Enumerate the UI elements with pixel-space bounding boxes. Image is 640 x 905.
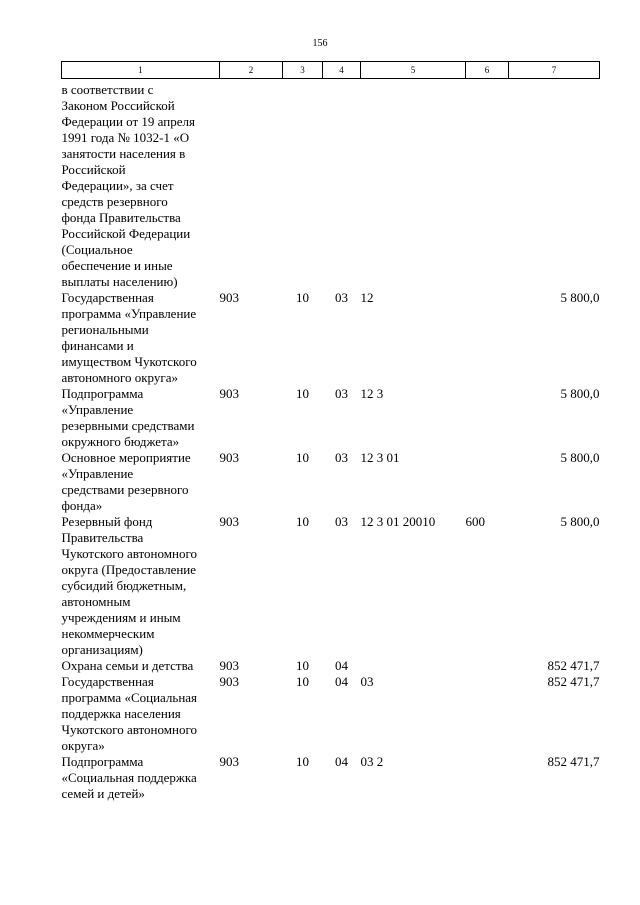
column-header-4: 4 <box>323 62 361 79</box>
table-row <box>62 450 600 514</box>
row-amount: 5 800,0 <box>560 290 600 305</box>
row-name: Подпрограмма «Управление резервными средствами окружного бюджета» <box>61 386 195 449</box>
row-amount: 852 471,7 <box>547 674 600 689</box>
row-amount: 5 800,0 <box>560 386 600 401</box>
budget-table <box>61 61 600 802</box>
table-row <box>62 754 600 802</box>
row-ministry: 903 <box>219 386 239 401</box>
row-target: 12 3 <box>360 386 384 401</box>
row-amount <box>509 79 600 291</box>
row-name: в соответствии с Законом Российской Федерации от 19 апреля 1991 года № 1032-1 «О занятости населения в Российской Федерации», за счет средств резервного фонда Правительства Российской Федерации (Социальное обеспечение и иные выплаты населению) <box>61 82 195 289</box>
table-row <box>62 290 600 386</box>
column-header-3: 3 <box>283 62 323 79</box>
row-ministry <box>220 79 283 291</box>
page-number: 156 <box>312 38 328 49</box>
table-row <box>62 514 600 658</box>
row-amount: 5 800,0 <box>560 514 600 529</box>
row-subsection: 04 <box>335 674 348 689</box>
row-subsection: 03 <box>335 450 348 465</box>
row-section <box>283 79 323 291</box>
row-section: 10 <box>296 386 309 401</box>
row-target: 03 2 <box>360 754 384 769</box>
column-header-6: 6 <box>466 62 509 79</box>
table-row <box>62 79 600 291</box>
row-name: Охрана семьи и детства <box>61 658 194 673</box>
row-expense-type <box>466 658 509 674</box>
row-expense-type <box>466 674 509 754</box>
row-subsection: 03 <box>335 386 348 401</box>
row-target: 03 <box>360 674 374 689</box>
row-amount: 852 471,7 <box>547 754 600 769</box>
row-name: Государственная программа «Управление региональными финансами и имуществом Чукотского автономного округа» <box>61 290 197 385</box>
row-target: 12 <box>360 290 374 305</box>
row-expense-type <box>466 79 509 291</box>
row-expense-type <box>466 450 509 514</box>
row-subsection: 03 <box>335 514 348 529</box>
row-subsection: 04 <box>335 754 348 769</box>
column-header-2: 2 <box>220 62 283 79</box>
row-amount: 5 800,0 <box>560 450 600 465</box>
row-ministry: 903 <box>219 514 239 529</box>
column-header-1: 1 <box>62 62 220 79</box>
column-number-row <box>62 62 600 79</box>
row-section: 10 <box>296 290 309 305</box>
column-header-5: 5 <box>361 62 466 79</box>
row-target: 12 3 01 <box>360 450 400 465</box>
row-expense-type <box>466 386 509 450</box>
column-header-7: 7 <box>509 62 600 79</box>
row-ministry: 903 <box>219 290 239 305</box>
row-section: 10 <box>296 754 309 769</box>
row-section: 10 <box>296 658 309 673</box>
row-expense-type <box>466 290 509 386</box>
row-ministry: 903 <box>219 674 239 689</box>
row-ministry: 903 <box>219 658 239 673</box>
row-target <box>361 79 466 291</box>
table-row <box>62 674 600 754</box>
row-ministry: 903 <box>219 450 239 465</box>
row-name: Основное мероприятие «Управление средствами резервного фонда» <box>61 450 191 513</box>
row-subsection <box>323 79 361 291</box>
row-amount: 852 471,7 <box>547 658 600 673</box>
table-row <box>62 386 600 450</box>
row-section: 10 <box>296 674 309 689</box>
row-section: 10 <box>296 514 309 529</box>
row-expense-type: 600 <box>465 514 485 529</box>
row-subsection: 04 <box>335 658 348 673</box>
row-ministry: 903 <box>219 754 239 769</box>
table-row <box>62 658 600 674</box>
row-expense-type <box>466 754 509 802</box>
row-section: 10 <box>296 450 309 465</box>
row-name: Резервный фонд Правительства Чукотского автономного округа (Предоставление субсидий бюджетным, автономным учреждениям и иным некоммерческим организациям) <box>61 514 197 657</box>
row-name: Подпрограмма «Социальная поддержка семей и детей» <box>61 754 197 801</box>
row-subsection: 03 <box>335 290 348 305</box>
row-target <box>361 658 466 674</box>
row-name: Государственная программа «Социальная поддержка населения Чукотского автономного округа» <box>61 674 198 753</box>
row-target: 12 3 01 20010 <box>360 514 436 529</box>
